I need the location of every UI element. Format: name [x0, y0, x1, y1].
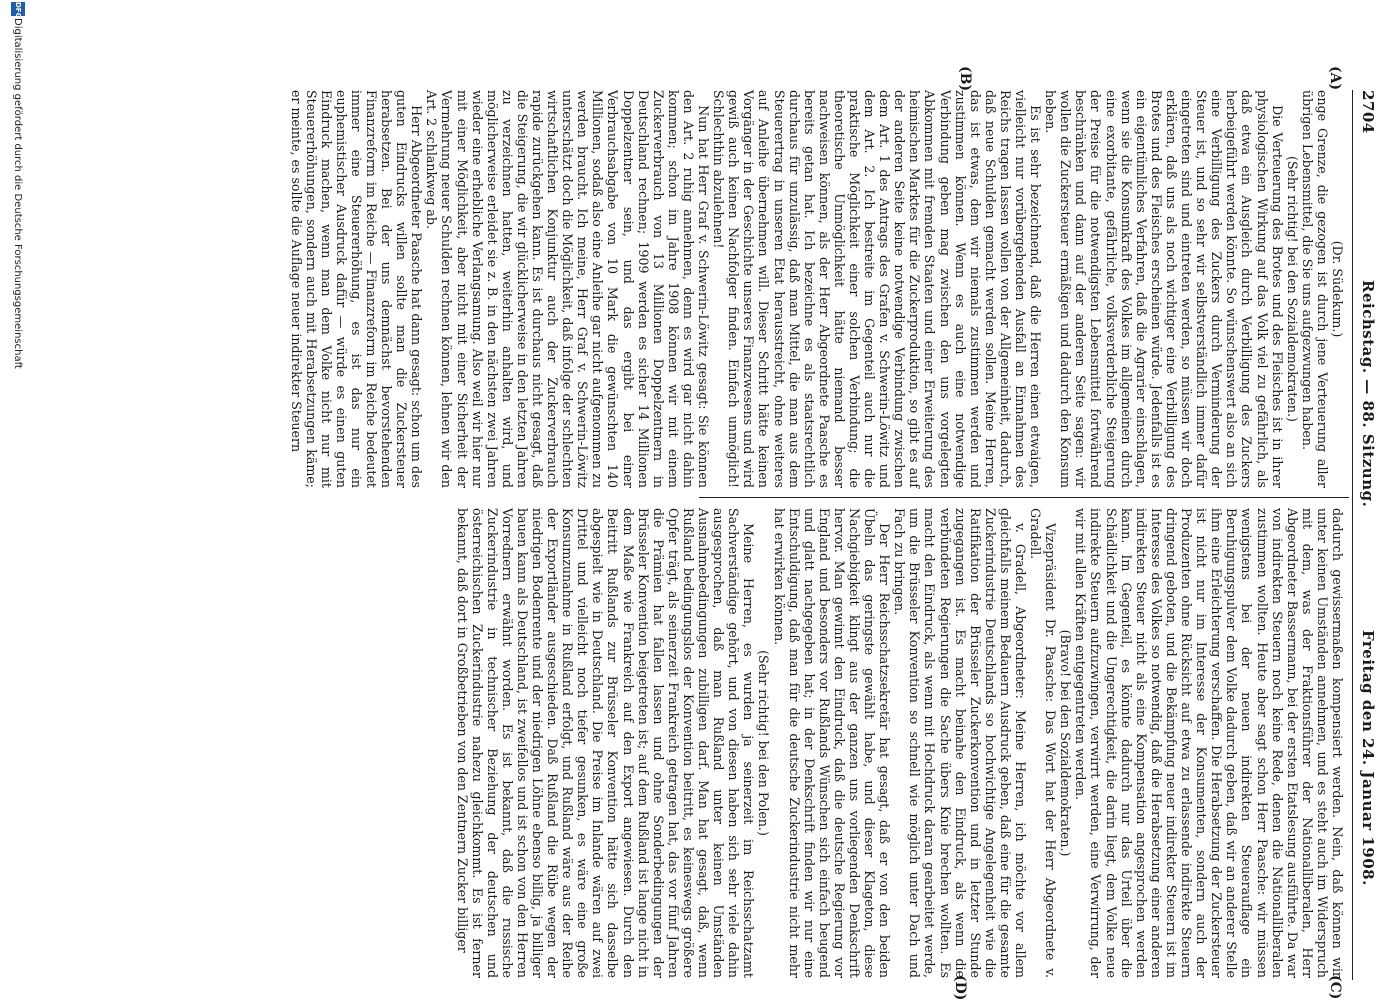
paragraph: Es ist sehr bezeichnend, daß die Herren einen etwaigen, vielleicht nur vorübergehenden Ausfall an Einnahmen des Reichs tragen lassen wollen von der Allgemeinheit, dadurch, daß neue Schulden gemacht werden sollen. Meine Herren, das ist etwas, dem wir niemals zustimmen werden und zustimmen können. Wenn es auch eine notwendige Verbindung geben mag zwischen den uns vorgelegten Abkommen mit fremden Staaten und einer Erweiterung des heimischen Marktes für die Zuckerproduktion, so gibt es auf der anderen Seite keine notwendige Verbindung zwischen dem Art. 1 des Antrags des Grafen v. Schwerin-Löwitz und dem Art. 2. Ich bestreite im Gegenteil auch nur die praktische Möglichkeit einer solchen Verbindung; die theoretische Unmöglichkeit hätte niemand besser nachweisen können, als der Herr Abgeordnete Paasche es bereits getan hat. Ich bezeichne es als staatsrechtlich durchaus für unzulässig, daß man Mittel, die man aus dem Steuerertrag in unseren Etat herausstreicht, ohne weiteres auf Anleihe übernehmen will. Dieser Schritt hätte keinen Vorgänger in der Geschichte unseres Finanzwesens und wird gewiß auch keinen Nachfolger finden. Einfach unmöglich! Schlechthin abzulehnen! — [711, 90, 1044, 488]
interjection: (Sehr richtig! bei den Polen.) — [756, 650, 772, 836]
marker-c: (C) — [1327, 975, 1343, 1000]
dfg-logo: DFG — [11, 2, 25, 16]
header-date: Freitag den 24. Januar 1908. — [1359, 630, 1377, 886]
column-divider — [699, 497, 1349, 498]
right-column — [454, 508, 1345, 978]
header-session: Reichstag. — 88. Sitzung. — [1359, 280, 1377, 508]
speaker-reference: (Dr. Südekum.) — [1330, 240, 1345, 338]
paragraph: v. Gradell, Abgeordneter: Meine Herren, ich möchte vor allem gleichfalls meinem Bedauern Ausdruck geben, daß eine für die gesamte Zuckerindustrie Deutschlands so hochwichtige Angelegenheit wie die Ratifikation der Brüsseler Zuckerkonvention und in letzter Stunde zugegangen ist. Es macht beinahe den Eindruck, als wenn die verbündeten Regierungen die Sache übers Knie brechen wollten. Es macht den Eindruck, als wenn mit Hochdruck daran gearbeitet werde, um die Brüsseler Konvention so schnell wie möglich unter Dach und Fach zu bringen. — [892, 508, 1029, 978]
paragraph: Die Verteuerung des Brotes und des Fleisches ist in ihrer physiologischen Wirkung auf das Volk viel zu gefährlich, als daß etwa ein Ausgleich durch Verbilligung des Zuckers herbeigeführt werden könnte. So wünschenswert also an sich eine Verbilligung des Zuckers durch Verminderung der Steuer ist, und so sehr wir selbstverständlich immer dafür eingetreten sind und eintreten werden, so müssen wir doch erklären, daß uns als noch wichtiger eine Verbilligung des Brotes und des Fleisches erscheinen würde. Jedenfalls ist es ein eigentümliches Verfahren, daß die Agrarier einschlagen, wenn sie die Konsumkraft des Volkes im allgemeinen durch eine exorbitante, gefährliche, volksverderbliche Steigerung der Preise für die notwendigsten Lebensmittel fortwährend beschränken und dann auf der anderen Seite sagen: wir wollen die Zuckersteuer ermäßigen und dadurch den Konsum heben. — [1043, 90, 1285, 488]
interjection: (Sehr richtig! bei den Sozialdemokraten.) — [1284, 156, 1300, 422]
speaker-announcement: Vizepräsident Dr. Paasche: Das Wort hat der Herr Abgeordnete v. Gradell. — [1028, 508, 1059, 978]
page-number: 2704 — [1359, 90, 1377, 134]
paragraph: Nun hat Herr Graf v. Schwerin-Löwitz gesagt: Sie können den Art. 2 ruhig annehmen, denn es wird gar nicht dahin kommen; schon im Jahre 1908 können wir mit einem Zuckerverbrauch von 13 Millionen Doppelzentnern in Deutschland rechnen; 1909 werden es sicher 14 Millionen Doppelzentner sein, und das ergibt bei einer Verbrauchsabgabe von 10 Mark die gewünschten 140 Millionen, sodaß also eine Anleihe gar nicht aufgenommen zu werden braucht. Ich meine, Herr Graf v. Schwerin-Löwitz unterschätzt doch die Möglichkeit, daß infolge der schlechten wirtschaftlichen Konjunktur auch der Zuckerverbrauch rapide zurückgehen kann. Es ist durchaus nicht gesagt, daß die Steigerung, die wir glücklicherweise in den letzten Jahren zu verzeichnen hatten, weiterhin anhalten wird, und möglicherweise erleidet sie z. B. in den nächsten zwei Jahren wieder eine erhebliche Verlangsamung. Also weil wir hier nur mit einer Möglichkeit, aber nicht mit einer Sicherheit der Vermehrung neuer Schulden rechnen können, lehnen wir den Art. 2 schlankweg ab. — [424, 90, 712, 488]
paragraph: enge Grenze, die gezogen ist durch jene Verteuerung aller übrigen Lebensmittel, die Sie uns aufgezwungen haben. — [1299, 90, 1330, 488]
left-column — [288, 90, 1345, 488]
header-rule — [1352, 90, 1353, 980]
paragraph: Herr Abgeordneter Paasche hat dann gesagt: schon um des guten Eindrucks willen sollte man die Zuckersteuer herabsetzen. Bei der uns demnächst bevorstehenden Finanzreform im Reiche — Finanzreform im Reiche bedeutet immer eine Steuererhöhung, es ist das nur ein euphemistischer Ausdruck dafür — würde es einen guten Eindruck machen, wenn man dem Volke nicht nur mit Steuererhöhungen, sondern auch mit Herabsetzungen käme; er meinte, es sollte die Auflage neuer indirekter Steuern — [288, 90, 425, 488]
interjection: (Bravo! bei den Sozialdemokraten.) — [1058, 629, 1074, 857]
credit-text: Digitalisierung gefördert durch die Deutsche Forschungsgemeinschaft — [12, 18, 23, 369]
marker-a: (A) — [1327, 66, 1343, 91]
paragraph: Der Herr Reichsschatzsekretär hat gesagt, daß er von den beiden Übeln das geringste gewählt habe, und dieser Klageton, diese Nachgiebigkeit klingt aus der ganzen uns vorliegenden Denkschrift hervor. Man gewinnt den Eindruck, daß die deutsche Regierung vor England und besonders vor Rußlands Wünschen sich einfach beugend und glatt nachgegeben hat; in der Denkschrift finden wir nur eine Entschuldigung, daß man für die deutsche Zuckerindustrie nicht mehr hat erwirken können. — [771, 508, 893, 978]
marker-b: (B) — [957, 66, 973, 92]
paragraph: dadurch gewissermaßen kompensiert werden. Nein, daß können wir unter keinen Umständen annehmen, und es steht auch im Widerspruch mit dem, was der Fraktionsführer der Nationalliberalen, Herr Abgeordneter Bassermann, bei der ersten Etatslesung ausführte. Da war von indirekten Steuern noch keine Rede, denen die Nationalliberalen zustimmen wollten. Heute aber sagt schon Herr Paasche: wir müssen wenigstens bei der neuen indirekten Steuerauflage ein Beruhigungspulver dem Volke dadurch geben, daß wir an anderer Stelle ihm eine Erleichterung verschaffen. Die Herabsetzung der Zuckersteuer ist nicht nur im Interesse der Konsumenten, sondern auch der Produzenten ohne Rücksicht auf etwa zu erlassende indirekte Steuern dringend geboten, und die Bekämpfung neuer indirekter Steuern ist im Interesse des Volkes so notwendig, daß die Herabsetzung einer anderen indirekten Steuer nicht als eine Kompensation angesprochen werden kann. Im Gegenteil, es könnte dadurch nur das Urteil über die Schädlichkeit und die Ungerechtigkeit, die darin liegt, dem Volke neue indirekte Steuern aufzuzwingen, verwirrt werden, eine Verwirrung, der wir mit allen Kräften entgegentreten werden. — [1073, 508, 1345, 978]
marker-d: (D) — [952, 975, 968, 1000]
running-header — [1357, 90, 1377, 980]
paragraph: Meine Herren, es wurden ja seinerzeit im Reichsschatzamt Sachverständige gehört, und von diesen haben sich sehr viele dahin ausgesprochen, daß man Rußland unter keinen Umständen Ausnahmebedingungen zubilligen darf. Man hat gesagt, daß, wenn Rußland bedingungslos der Konvention beitritt, es keineswegs größere Opfer trägt, als seinerzeit Frankreich getragen hat, das vor fünf Jahren die Prämien hat fallen lassen und ohne Sonderbedingungen der Brüsseler Konvention beigetreten ist; auf dem Rußland ist lange nicht in dem Maße wie Frankreich auf den Export angewiesen. Durch den Beitritt Rußlands zur Brüsseler Konvention hätte sich dasselbe abgespielt wie in Deutschland. Die Preise im Inlande wären auf zwei Drittel und vielleicht noch tiefer gesunken, es wäre eine große Konsumzunahme in Rußland erfolgt, und Rußland wäre aus der Reihe der Exportländer ausgeschieden. Daß Rußland die Rübe wegen der niedrigen Bodenrente und der niedrigen Löhne ebenso billig, ja billiger bauen kann als Deutschland, ist zweifellos und ist schon von den Herren Vorrednern erwähnt worden. Es ist bekannt, daß die russische Zuckerindustrie in technischer Beziehung der deutschen und österreichischen Zuckerindustrie nahezu gleichkommt. Es ist ferner bekannt, daß dort in Großbetrieben von den Zentnern Zucker billiger — [454, 508, 757, 978]
digitization-credit — [4, 0, 28, 1000]
